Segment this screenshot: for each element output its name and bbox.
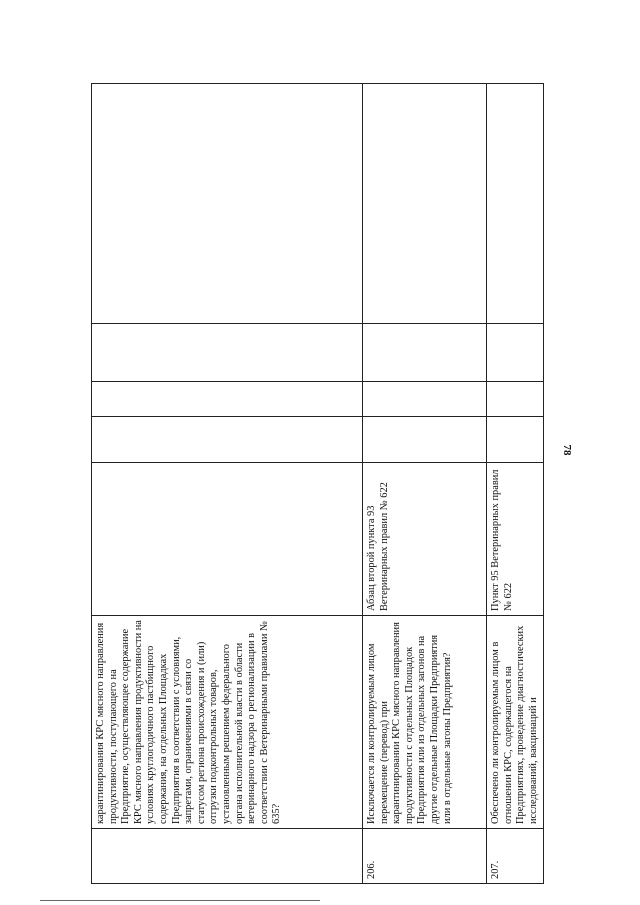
legal-reference: Пункт 95 Ветеринарных правил № 622 [487,463,544,616]
notes-cell [92,84,363,324]
answer-no-cell [363,382,487,417]
table-row [487,84,544,884]
notes-cell [487,84,544,324]
requirement-question: Исключается ли контролируемым лицом перемещение (перевод) при карантинировании КРС мясного направления продуктивности с отдельных Площадок Предприятия или из отдельных загонов на другие отдельные Площадки Предприятия или в отдельные загоны Предприятия? [363,616,487,829]
row-number: 206. [363,829,487,884]
requirement-question: Обеспечено ли контролируемым лицом в отношении КРС, содержащегося на Предприятиях, проведение диагностических исследований, вакцинаций и [487,616,544,829]
checklist-table [91,83,544,884]
answer-yes-cell [92,417,363,463]
not-applicable-cell [363,324,487,382]
answer-no-cell [92,382,363,417]
page-number: 78 [561,444,573,456]
legal-reference [92,463,363,616]
not-applicable-cell [92,324,363,382]
notes-cell [363,84,487,324]
requirement-question: карантинирования КРС мясного направления продуктивности, поступающего на Предприятие, осуществляющее содержание КРС мясного направления продуктивности на условиях круглогодичного пастбищного содержания, на отдельных Площадках Предприятия в соответствии с условиями, запретами, ограничениями в связи со статусом региона происхождения и (или) отгрузки подконтрольных товаров, установленным решением федерального органа исполнительной власти в области ветеринарного надзора о регионализации в соответствии с Ветеринарными правилами № 635? [92,616,363,829]
answer-no-cell [487,382,544,417]
row-number: 207. [487,829,544,884]
row-number [92,829,363,884]
checklist-table-wrapper [91,84,539,884]
not-applicable-cell [487,324,544,382]
legal-reference: Абзац второй пункта 93 Ветеринарных правил № 622 [363,463,487,616]
bottom-rule [40,900,320,901]
table-row [92,84,363,884]
answer-yes-cell [363,417,487,463]
answer-yes-cell [487,417,544,463]
table-row [363,84,487,884]
